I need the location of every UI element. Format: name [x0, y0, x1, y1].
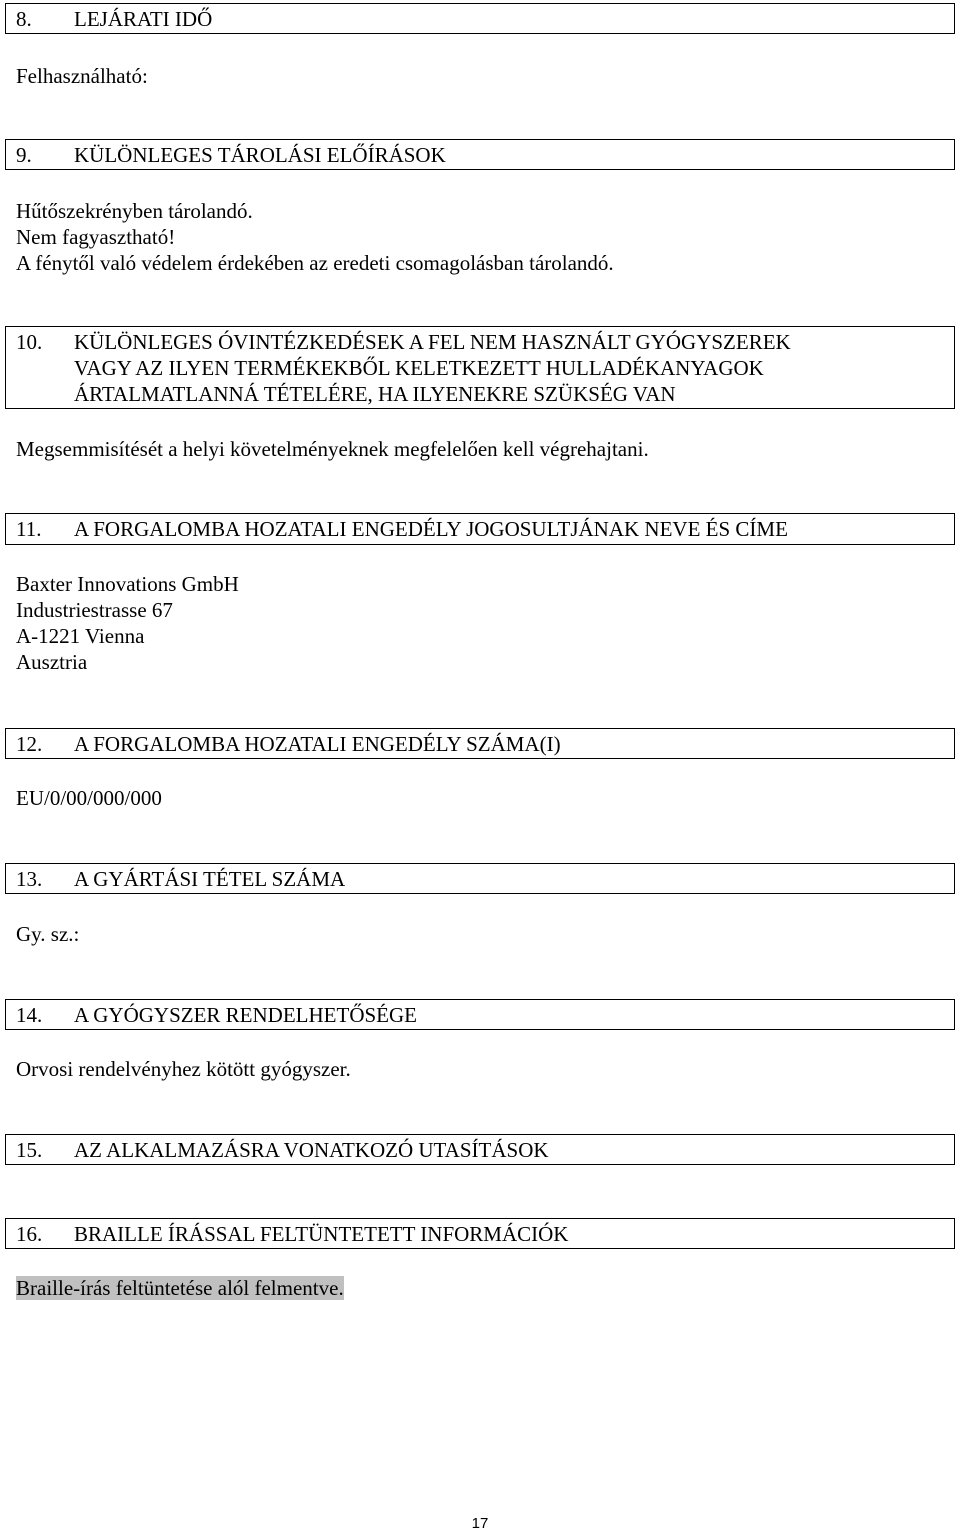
section-9-body-line: Hűtőszekrényben tárolandó.: [16, 199, 253, 223]
section-number: 11.: [16, 517, 42, 541]
section-number: 10.: [16, 330, 43, 354]
section-11-body-line: Baxter Innovations GmbH: [16, 572, 239, 596]
section-9-header: [5, 139, 955, 170]
section-13-body-line: Gy. sz.:: [16, 922, 80, 946]
section-heading-line: VAGY AZ ILYEN TERMÉKEKBŐL KELETKEZETT HULLADÉKANYAGOK: [74, 356, 764, 380]
section-number: 8.: [16, 7, 32, 31]
section-11-body-line: Ausztria: [16, 650, 88, 674]
section-14-body-line: Orvosi rendelvényhez kötött gyógyszer.: [16, 1057, 351, 1081]
section-heading: KÜLÖNLEGES TÁROLÁSI ELŐÍRÁSOK: [74, 143, 446, 167]
section-heading: LEJÁRATI IDŐ: [74, 7, 213, 31]
section-8-header: [5, 3, 955, 34]
section-number: 12.: [16, 732, 43, 756]
section-16-header: [5, 1218, 955, 1249]
section-heading: A FORGALOMBA HOZATALI ENGEDÉLY SZÁMA(I): [74, 732, 561, 756]
section-14-header: [5, 999, 955, 1030]
section-15-header: [5, 1134, 955, 1165]
section-12-header: [5, 728, 955, 759]
section-13-header: [5, 863, 955, 894]
section-9-body-line: A fénytől való védelem érdekében az eredeti csomagolásban tárolandó.: [16, 251, 614, 275]
section-16-body-line: [16, 1275, 344, 1301]
section-11-body-line: A-1221 Vienna: [16, 624, 145, 648]
page-number: 17: [471, 1515, 489, 1532]
section-10-header: [5, 326, 955, 409]
section-heading-line: ÁRTALMATLANNÁ TÉTELÉRE, HA ILYENEKRE SZÜKSÉG VAN: [74, 382, 676, 406]
section-9-body-line: Nem fagyasztható!: [16, 225, 176, 249]
section-11-body-line: Industriestrasse 67: [16, 598, 173, 622]
section-10-body-line: Megsemmisítését a helyi követelményeknek megfelelően kell végrehajtani.: [16, 437, 649, 461]
section-heading-line: KÜLÖNLEGES ÓVINTÉZKEDÉSEK A FEL NEM HASZNÁLT GYÓGYSZEREK: [74, 330, 791, 354]
section-12-body-line: EU/0/00/000/000: [16, 786, 162, 810]
section-number: 14.: [16, 1003, 43, 1027]
section-heading: A FORGALOMBA HOZATALI ENGEDÉLY JOGOSULTJÁNAK NEVE ÉS CÍME: [74, 517, 788, 541]
section-heading: BRAILLE ÍRÁSSAL FELTÜNTETETT INFORMÁCIÓK: [74, 1222, 569, 1246]
section-heading: A GYÓGYSZER RENDELHETŐSÉGE: [74, 1003, 417, 1027]
section-8-body-line: Felhasználható:: [16, 64, 148, 88]
section-heading: A GYÁRTÁSI TÉTEL SZÁMA: [74, 867, 346, 891]
section-number: 15.: [16, 1138, 43, 1162]
section-number: 9.: [16, 143, 32, 167]
section-11-header: [5, 513, 955, 545]
section-number: 13.: [16, 867, 43, 891]
section-heading: AZ ALKALMAZÁSRA VONATKOZÓ UTASÍTÁSOK: [74, 1138, 549, 1162]
highlighted-text: Braille-írás feltüntetése alól felmentve.: [16, 1276, 344, 1300]
section-number: 16.: [16, 1222, 43, 1246]
